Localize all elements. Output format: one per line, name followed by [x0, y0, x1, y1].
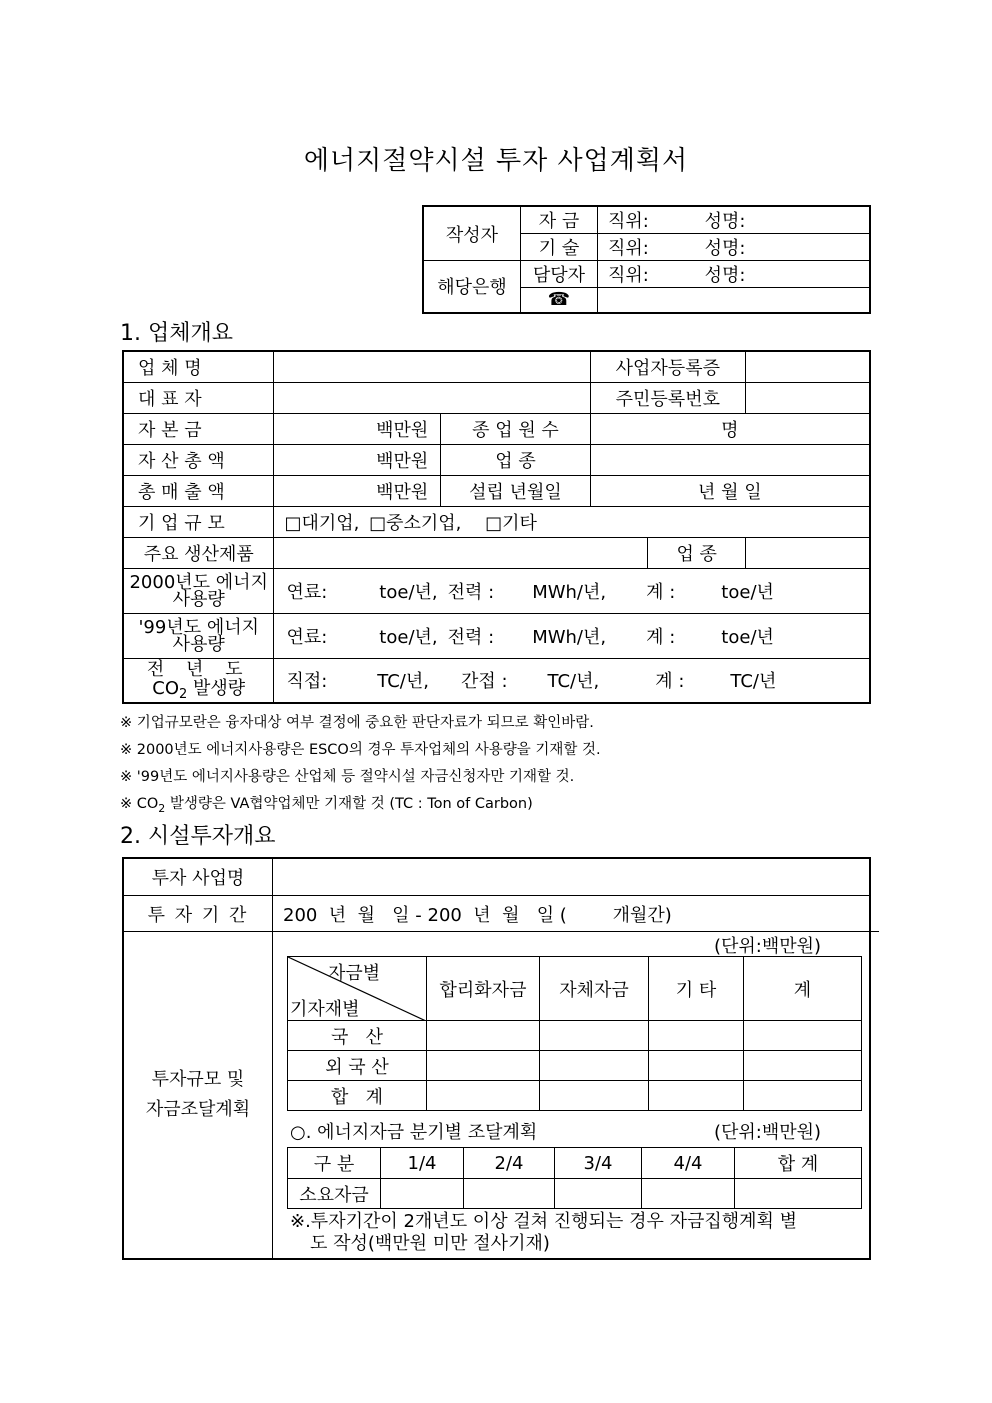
- energy-99-field[interactable]: 연료: toe/년, 전력 : MWh/년, 계 : toe/년: [274, 613, 870, 658]
- name-label: 성명:: [704, 265, 746, 286]
- industry-field[interactable]: [590, 444, 870, 475]
- diag-bottom-label: 기자재별: [290, 999, 360, 1020]
- position-name-manager[interactable]: [598, 261, 871, 288]
- quarter-cell[interactable]: [555, 1179, 642, 1209]
- fund-cell[interactable]: [540, 1051, 649, 1081]
- quarter-header-q3: 3/4: [555, 1148, 642, 1179]
- quarter-header-q2: 2/4: [464, 1148, 555, 1179]
- bank-label: 해당은행: [423, 261, 521, 313]
- fund-header-other: 기 타: [649, 957, 744, 1021]
- checkbox-other[interactable]: □기타: [485, 512, 537, 534]
- position-label: 직위:: [608, 211, 649, 232]
- fund-cell[interactable]: [649, 1081, 744, 1111]
- label-ceo: 대 표 자: [123, 382, 274, 413]
- phone-icon: ☎: [521, 288, 598, 313]
- role-manager: 담당자: [521, 261, 598, 288]
- footnote: ※.투자기간이 2개년도 이상 걸쳐 진행되는 경우 자금집행계획 별 도 작성(백만원 미만 절사기재): [290, 1211, 798, 1254]
- note-co2: ※ $CO_2$ 발생량은 VA협약업체만 기재할 것 (TC : Ton of Carbon): [120, 796, 533, 815]
- note-size: ※ 기업규모란은 융자대상 여부 결정에 중요한 판단자료가 되므로 확인바람.: [120, 715, 594, 731]
- energy-2000-field[interactable]: 연료: toe/년, 전력 : MWh/년, 계 : toe/년: [274, 568, 870, 613]
- company-overview-table: [122, 350, 871, 704]
- label-energy-2000: 2000년도 에너지 사용량: [123, 568, 274, 613]
- fund-row-domestic: 국 산: [288, 1021, 427, 1051]
- note-energy-2000: ※ 2000년도 에너지사용량은 ESCO의 경우 투자업체의 사용량을 기재할 것.: [120, 742, 601, 758]
- quarter-header-q4: 4/4: [642, 1148, 735, 1179]
- label-founded: 설립 년월일: [441, 475, 590, 506]
- fund-row-total: 합 계: [288, 1081, 427, 1111]
- section2-heading: 2. 시설투자개요: [120, 824, 276, 849]
- label-product-industry: 업 종: [648, 537, 746, 568]
- co2-field[interactable]: 직접: TC/년, 간접 : TC/년, 계 : TC/년: [274, 658, 870, 703]
- fund-cell[interactable]: [427, 1021, 540, 1051]
- checkbox-large[interactable]: □대기업,: [284, 512, 360, 534]
- quarter-cell[interactable]: [642, 1179, 735, 1209]
- quarter-cell[interactable]: [735, 1179, 862, 1209]
- label-employees: 종 업 원 수: [441, 413, 590, 444]
- position-name-fund[interactable]: [598, 206, 871, 234]
- author-box: [422, 205, 871, 314]
- name-label: 성명:: [704, 238, 746, 259]
- position-label: 직위:: [608, 265, 649, 286]
- fund-cell[interactable]: [649, 1051, 744, 1081]
- product-industry-field[interactable]: [745, 537, 870, 568]
- capital-field[interactable]: 백만원: [274, 413, 441, 444]
- project-name-field[interactable]: [273, 859, 869, 896]
- quarter-row-required: 소요자금: [288, 1179, 381, 1209]
- fund-header-own: 자체자금: [540, 957, 649, 1021]
- quarter-header-total: 합 계: [735, 1148, 862, 1179]
- fund-header-rationalization: 합리화자금: [427, 957, 540, 1021]
- quarter-title: ○. 에너지자금 분기별 조달계획: [290, 1122, 538, 1143]
- diag-header-cell: [288, 957, 427, 1021]
- fund-header-total: 계: [744, 957, 862, 1021]
- fund-unit: (단위:백만원): [714, 936, 822, 957]
- diag-top-label: 자금별: [328, 963, 381, 984]
- label-energy-99: '99년도 에너지 사용량: [123, 613, 274, 658]
- fund-cell[interactable]: [540, 1081, 649, 1111]
- size-options[interactable]: [274, 506, 870, 537]
- fund-cell[interactable]: [744, 1081, 862, 1111]
- biz-reg-field[interactable]: [745, 351, 870, 382]
- role-fund: 자 금: [521, 206, 598, 234]
- sales-field[interactable]: 백만원: [274, 475, 441, 506]
- label-industry: 업 종: [441, 444, 590, 475]
- resident-no-field[interactable]: [745, 382, 870, 413]
- fund-cell[interactable]: [427, 1081, 540, 1111]
- quarter-cell[interactable]: [464, 1179, 555, 1209]
- fund-cell[interactable]: [649, 1021, 744, 1051]
- fund-cell[interactable]: [744, 1021, 862, 1051]
- employees-field[interactable]: 명: [590, 413, 870, 444]
- investment-overview-table: [122, 857, 871, 1260]
- document-title: 에너지절약시설 투자 사업계획서: [303, 146, 689, 176]
- role-tech: 기 술: [521, 234, 598, 261]
- product-field[interactable]: [274, 537, 648, 568]
- label-size: 기 업 규 모: [123, 506, 274, 537]
- position-name-tech[interactable]: [598, 234, 871, 261]
- quarter-unit: (단위:백만원): [714, 1122, 822, 1143]
- quarter-table: [287, 1147, 862, 1209]
- note-energy-99: ※ '99년도 에너지사용량은 산업체 등 절약시설 자금신청자만 기재할 것.: [120, 769, 575, 785]
- phone-field[interactable]: [598, 288, 871, 313]
- period-field[interactable]: 200 년 월 일 - 200 년 월 일 ( 개월간): [273, 896, 879, 932]
- label-scale-plan: 투자규모 및 자금조달계획: [124, 932, 273, 1258]
- label-project-name: 투자 사업명: [124, 859, 273, 896]
- position-label: 직위:: [608, 238, 649, 259]
- quarter-cell[interactable]: [381, 1179, 464, 1209]
- label-company-name: 업 체 명: [123, 351, 274, 382]
- name-label: 성명:: [704, 211, 746, 232]
- label-period: 투 자 기 간: [124, 896, 273, 932]
- label-biz-reg: 사업자등록증: [590, 351, 745, 382]
- company-name-field[interactable]: [274, 351, 590, 382]
- fund-cell[interactable]: [744, 1051, 862, 1081]
- label-capital: 자 본 금: [123, 413, 274, 444]
- founded-field[interactable]: 년 월 일: [590, 475, 870, 506]
- label-sales: 총 매 출 액: [123, 475, 274, 506]
- assets-field[interactable]: 백만원: [274, 444, 441, 475]
- fund-row-foreign: 외 국 산: [288, 1051, 427, 1081]
- checkbox-sme[interactable]: □중소기업,: [369, 512, 462, 534]
- fund-cell[interactable]: [540, 1021, 649, 1051]
- label-resident-no: 주민등록번호: [590, 382, 745, 413]
- ceo-field[interactable]: [274, 382, 590, 413]
- author-label: 작성자: [423, 206, 521, 261]
- label-product: 주요 생산제품: [123, 537, 274, 568]
- quarter-header-category: 구 분: [288, 1148, 381, 1179]
- quarter-header-q1: 1/4: [381, 1148, 464, 1179]
- fund-table: [287, 956, 862, 1111]
- label-assets: 자 산 총 액: [123, 444, 274, 475]
- fund-cell[interactable]: [427, 1051, 540, 1081]
- label-co2: 전 년 도 $CO_2$ 발생량: [123, 658, 274, 703]
- section1-heading: 1. 업체개요: [120, 321, 233, 346]
